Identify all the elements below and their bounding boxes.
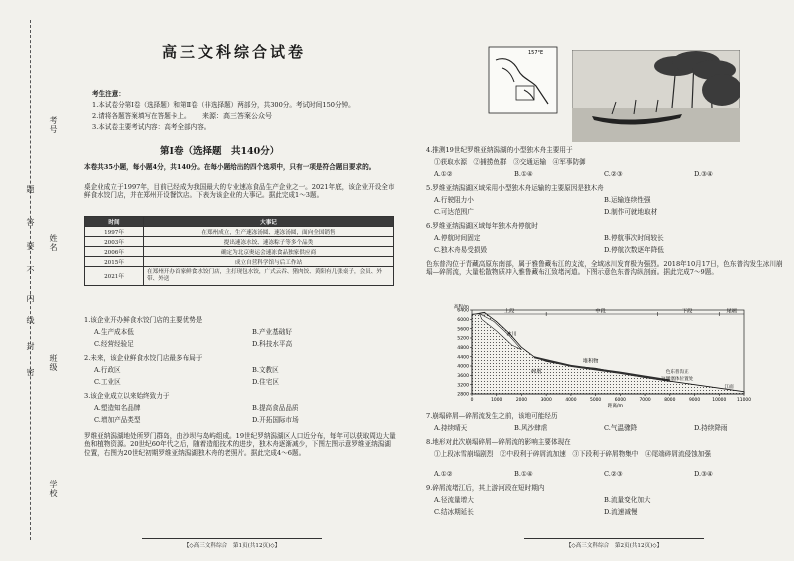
seal-line xyxy=(30,20,31,540)
seal-word: 不 xyxy=(26,266,35,275)
segment-tail-label: 尾端 xyxy=(726,308,737,315)
x-tick-label: 11000 xyxy=(737,398,751,403)
exam-number-label: 考号 xyxy=(49,116,58,134)
q5-option-b: B.运输连续性强 xyxy=(604,196,651,204)
seal-word: 要 xyxy=(26,242,35,251)
x-tick-label: 5000 xyxy=(590,398,602,403)
q6-option-b: B.停航事次时间较长 xyxy=(604,234,664,242)
x-tick-label: 9000 xyxy=(688,398,701,403)
y-tick-label: 6400 xyxy=(457,308,469,314)
y-tick-label: 5200 xyxy=(457,336,469,342)
school-label: 学校 xyxy=(49,480,58,498)
passage-3: 色东普沟位于青藏高原东南部，属于雅鲁藏布江的支流，全域冰川发育极为强烈。2018年10月17日，色东普沟发生冰川崩塌—碎屑流，大量松散物质冲入雅鲁藏布江致堵河道。下图示意色东普沟纵剖面。据此完成7～9题。 xyxy=(426,260,783,277)
notice-line: 1.本试卷分第Ⅰ卷（选择题）和第Ⅱ卷（非选择题）两部分，共300分。考试时间150分钟。 xyxy=(92,101,355,109)
class-label: 班级 xyxy=(49,354,58,372)
section-title: 第Ⅰ卷（选择题 共140分） xyxy=(160,146,280,157)
question-9: 9.碎屑流堵江后，其上游河段在短时期内 xyxy=(426,484,545,492)
q8-option-c: C.②③ xyxy=(604,470,623,478)
question-6: 6.罗维亚纳潟湖区域每年独木舟停航时 xyxy=(426,222,538,230)
q8-option-d: D.③④ xyxy=(694,470,713,478)
q9-option-a: A.径流量增大 xyxy=(434,496,474,504)
q4-option-c: C.②③ xyxy=(604,170,623,178)
x-axis-unit: 距离/m xyxy=(607,404,624,409)
page-footer: 【◇高三文科综合 第2页(共12页)◇】 xyxy=(524,538,704,549)
q4-option-b: B.①④ xyxy=(514,170,533,178)
q1-option-b: B.产业基础好 xyxy=(252,328,292,336)
q9-option-b: B.流量变化加大 xyxy=(604,496,651,504)
notice-line: 2.请将各题答案填写在答题卡上。 xyxy=(92,112,191,120)
table-cell: 确定为北京奥运会速冻食品独家供应商 xyxy=(144,247,394,257)
notice-line: 3.本试卷主要考试内容：高考全部内容。 xyxy=(92,123,211,131)
q7-option-d: D.持续降雨 xyxy=(694,424,728,432)
x-tick-label: 1000 xyxy=(491,398,503,403)
segment-upper-label: 上段 xyxy=(503,308,515,315)
q9-option-d: D.流速减慢 xyxy=(604,508,638,516)
barrier-label: 这堰塞体位置处 xyxy=(661,377,694,382)
y-tick-label: 4800 xyxy=(457,345,469,351)
passage-1: 桌企业成立于1997年，目前已经成为我国最大的专业速冻食品生产企业之一。2021年底，该企业开设全市鲜食水饺门店，并在郑州开设餐饮店。下表为该企业的大事记。据此完成1～3题。 xyxy=(84,183,395,200)
q1-option-a: A.生产成本低 xyxy=(94,328,134,336)
question-5: 5.罗维亚纳潟湖区域采用小型独木舟运输的主要原因是独木舟 xyxy=(426,184,604,192)
x-tick-label: 3000 xyxy=(540,398,552,403)
y-tick-label: 3200 xyxy=(457,383,469,389)
y-tick-label: 5600 xyxy=(457,327,469,333)
table-cell: 2015年 xyxy=(85,257,144,267)
seal-word: 题 xyxy=(26,185,35,194)
q7-option-a: A.持续晴天 xyxy=(434,424,468,432)
passage-2: 罗维亚纳潟湖地处所罗门群岛，由沙坝与岛屿组成。19世纪罗纳潟湖区人口近分布，每年可以获取周边大量鱼和植物资源。20世纪60年代之后，随着造船技术的进步，独木舟逐渐减少，下图左图示意罗维亚纳潟湖位置，右图为20世纪初期罗维亚纳潟湖独木舟的老照片。据此完成4～6题。 xyxy=(84,432,396,457)
q5-option-c: C.可达范围广 xyxy=(434,208,474,216)
q3-option-a: A.塑造知名品牌 xyxy=(94,404,141,412)
canoe-photo xyxy=(572,50,740,142)
q2-option-c: C.工业区 xyxy=(94,378,121,386)
river-label: 江面 xyxy=(724,385,734,391)
q2-option-b: B.文教区 xyxy=(252,366,279,374)
y-axis-unit: 高程/m xyxy=(453,305,469,310)
dam-label: 色东普沟正 xyxy=(665,370,689,375)
seal-word: 封 xyxy=(26,342,35,351)
table-row xyxy=(85,267,394,286)
y-tick-label: 3600 xyxy=(457,373,469,379)
q4-option-a: A.①② xyxy=(434,170,453,178)
table-cell: 2021年 xyxy=(85,267,144,286)
svg-text:157°E: 157°E xyxy=(528,50,544,56)
table-cell: 在郑州成立，生产速冻汤圆、速冻汤圆，面向全国销售 xyxy=(144,227,394,237)
x-tick-label: 8000 xyxy=(664,398,676,403)
table-cell: 2003年 xyxy=(85,237,144,247)
seal-word: 内 xyxy=(26,294,35,303)
debris-label: 碎屑 xyxy=(531,369,542,375)
x-tick-label: 4000 xyxy=(565,398,577,403)
x-tick-label: 6000 xyxy=(614,398,626,403)
q1-option-d: D.科技水平高 xyxy=(252,340,293,348)
table-row xyxy=(85,237,394,247)
terrain-area xyxy=(472,312,744,394)
q2-option-d: D.住宅区 xyxy=(252,378,279,386)
q8-option-a: A.①② xyxy=(434,470,453,478)
table-row xyxy=(85,227,394,237)
q6-option-d: D.停航次数逐年降低 xyxy=(604,246,664,254)
x-tick-label: 7000 xyxy=(639,398,651,403)
question-7: 7.崩塌碎屑—碎屑流发生之前，该地可能经历 xyxy=(426,412,558,420)
q6-option-c: C.独木舟易受损毁 xyxy=(434,246,488,254)
q8-items: ①上段冰雪崩塌剧烈 ②中段利于碎屑流加速 ③下段利于碎屑物集中 ④尾端碎屑流侵蚀加强 xyxy=(434,450,711,458)
q7-option-b: B.风沙肆虐 xyxy=(514,424,548,432)
table-cell: 1997年 xyxy=(85,227,144,237)
q3-option-d: D.开拓国际市场 xyxy=(252,416,299,424)
seal-word: 答 xyxy=(26,218,35,227)
q8-option-b: B.①④ xyxy=(514,470,533,478)
q5-option-a: A.行驶阻力小 xyxy=(434,196,474,204)
right-page xyxy=(404,0,794,561)
page-footer: 【◇高三文科综合 第1页(共12页)◇】 xyxy=(142,538,322,549)
notice-title: 考生注意： xyxy=(92,90,125,98)
q6-option-a: A.停航时间固定 xyxy=(434,234,481,242)
question-4: 4.推测19世纪罗维亚纳潟湖的小型独木舟主要用于 xyxy=(426,146,573,154)
seal-word: 密 xyxy=(26,368,35,377)
question-1: 1.该企业开办鲜食水饺门店的主要优势是 xyxy=(84,316,203,324)
x-tick-label: 10000 xyxy=(712,398,727,403)
question-3: 3.该企业成立以来始终致力于 xyxy=(84,392,170,400)
table-header: 大事记 xyxy=(144,217,394,227)
history-table xyxy=(84,216,394,286)
table-cell: 2006年 xyxy=(85,247,144,257)
section-intro: 本卷共35小题，每小题4分，共140分。在每小题给出的四个选项中，只有一项是符合题目要求的。 xyxy=(84,163,376,171)
name-label: 姓名 xyxy=(49,234,58,252)
y-tick-label: 2800 xyxy=(457,392,469,398)
segment-lower-label: 下段 xyxy=(681,308,693,315)
table-cell: 在郑州开办首家鲜食水饺门店，主打现包水饺，广式云吞、猪肉饺、黄阳有几张桌子，会员、外带、外送 xyxy=(144,267,394,286)
table-cell: 提出速冻水饺、速冻粽子等多个品类 xyxy=(144,237,394,247)
table-header: 时间 xyxy=(85,217,144,227)
segment-middle-label: 中段 xyxy=(595,308,606,315)
q9-option-c: C.结冰期延长 xyxy=(434,508,474,516)
profile-chart xyxy=(444,302,764,410)
q5-option-d: D.制作可就地取材 xyxy=(604,208,658,216)
q7-option-c: C.气温骤降 xyxy=(604,424,638,432)
q4-option-d: D.③④ xyxy=(694,170,713,178)
q3-option-b: B.提高食品品质 xyxy=(252,404,299,412)
deposit-label: 堆积物 xyxy=(582,358,599,365)
seal-word: 线 xyxy=(26,316,35,325)
location-map xyxy=(488,46,558,114)
left-page xyxy=(62,0,400,561)
y-tick-label: 4400 xyxy=(457,355,469,361)
y-tick-label: 4000 xyxy=(457,364,469,370)
q3-option-c: C.增加产品类型 xyxy=(94,416,141,424)
table-row xyxy=(85,257,394,267)
q1-option-c: C.经营经验足 xyxy=(94,340,134,348)
table-cell: 成立自营科学馆与后工作站 xyxy=(144,257,394,267)
question-2: 2.未来，该企业鲜食水饺门店最多布局于 xyxy=(84,354,203,362)
x-tick-label: 0 xyxy=(470,398,474,403)
question-8: 8.地形对此次崩塌碎屑—碎屑流的影响主要体现在 xyxy=(426,438,571,446)
page-title: 高三文科综合试卷 xyxy=(162,43,307,61)
q4-items: ①获取水源 ②捕捞鱼群 ③交通运输 ④军事防御 xyxy=(434,158,586,166)
q2-option-a: A.行政区 xyxy=(94,366,121,374)
y-tick-label: 6000 xyxy=(457,317,469,323)
x-tick-label: 2000 xyxy=(515,398,528,403)
binding-strip xyxy=(0,0,62,561)
glacier-label: 冰川 xyxy=(506,331,517,338)
table-row xyxy=(85,247,394,257)
watermark: 来源：高三答案公众号 xyxy=(202,112,272,120)
